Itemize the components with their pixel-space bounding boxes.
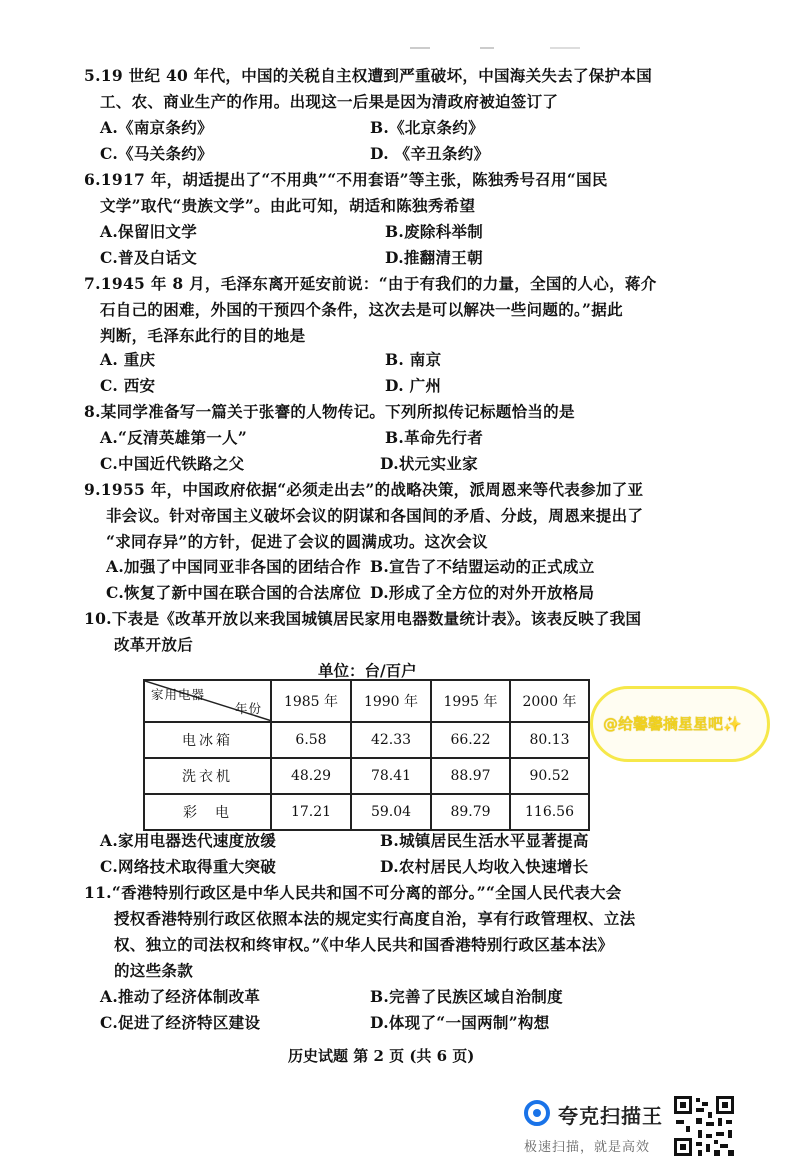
table-header-row <box>144 680 589 722</box>
q7-option-b: B. 南京 <box>385 350 442 369</box>
q10-option-b: B.城镇居民生活水平显著提高 <box>380 831 589 850</box>
qr-code-icon <box>672 1094 736 1158</box>
q8-option-c: C.中国近代铁路之父 <box>100 454 245 473</box>
q7-option-d: D. 广州 <box>385 376 442 395</box>
q11-option-b: B.完善了民族区域自治制度 <box>370 987 563 1006</box>
q5-stem-line1: 5.19 世纪 40 年代，中国的关税自主权遭到严重破坏，中国海关失去了保护本国 <box>84 66 653 85</box>
q8-stem-line1: 8.某同学准备写一篇关于张謇的人物传记。下列所拟传记标题恰当的是 <box>84 402 575 421</box>
q10-option-c: C.网络技术取得重大突破 <box>100 857 277 876</box>
row-label: 彩 电 <box>144 794 271 830</box>
q8-option-b: B.革命先行者 <box>385 428 484 447</box>
q11-option-a: A.推动了经济体制改革 <box>100 987 261 1006</box>
q11-option-d: D.体现了“一国两制”构想 <box>370 1013 550 1032</box>
watermark-text: @给馨馨摘星星吧✨ <box>603 715 742 733</box>
q11-option-c: C.促进了经济特区建设 <box>100 1013 261 1032</box>
table-unit-label: 单位：台/百户 <box>318 661 417 680</box>
table-cell: 6.58 <box>271 722 351 758</box>
q10-option-a: A.家用电器迭代速度放缓 <box>100 831 277 850</box>
q6-stem-line2: 文学”取代“贵族文学”。由此可知，胡适和陈独秀希望 <box>100 196 476 215</box>
q9-option-b: B.宣告了不结盟运动的正式成立 <box>370 557 595 576</box>
q10-stem-line1: 10.下表是《改革开放以来我国城镇居民家用电器数量统计表》。该表反映了我国 <box>84 609 642 628</box>
q11-stem-line4: 的这些条款 <box>114 961 194 980</box>
year-header: 1990 年 <box>351 680 431 722</box>
q11-stem-line1: 11.“香港特别行政区是中华人民共和国不可分离的部分。”“全国人民代表大会 <box>84 883 622 902</box>
q8-option-a: A.“反清英雄第一人” <box>100 428 248 447</box>
table-cell: 17.21 <box>271 794 351 830</box>
q5-option-d: D. 《辛丑条约》 <box>370 144 490 163</box>
row-label: 电冰箱 <box>144 722 271 758</box>
q5-stem-line2: 工、农、商业生产的作用。出现这一后果是因为清政府被迫签订了 <box>100 92 559 111</box>
watermark-badge <box>590 686 770 762</box>
scanner-watermark <box>520 1094 790 1170</box>
q9-option-c: C.恢复了新中国在联合国的合法席位 <box>106 583 362 602</box>
q6-option-a: A.保留旧文学 <box>100 222 198 241</box>
table-cell: 78.41 <box>351 758 431 794</box>
table-cell: 116.56 <box>510 794 589 830</box>
q7-stem-line3: 判断，毛泽东此行的目的地是 <box>100 326 306 345</box>
year-header: 1995 年 <box>431 680 510 722</box>
q5-option-c: C.《马关条约》 <box>100 144 213 163</box>
q8-option-d: D.状元实业家 <box>380 454 478 473</box>
q7-stem-line1: 7.1945 年 8 月，毛泽东离开延安前说：“由于有我们的力量，全国的人心，蒋介 <box>84 274 657 293</box>
q6-option-c: C.普及白话文 <box>100 248 198 267</box>
table-cell: 66.22 <box>431 722 510 758</box>
scanner-brand: 夸克扫描王 <box>558 1104 663 1128</box>
quark-logo-icon <box>524 1100 550 1126</box>
q9-stem-line2: 非会议。针对帝国主义破坏会议的阴谋和各国间的矛盾、分歧，周恩来提出了 <box>106 506 644 525</box>
page-footer: 历史试题 第 2 页 (共 6 页) <box>288 1047 475 1065</box>
table-row <box>144 722 589 758</box>
scan-artifact <box>410 36 600 40</box>
q6-option-b: B.废除科举制 <box>385 222 484 241</box>
corner-label-appliance: 家用电器 <box>151 687 206 702</box>
table-cell: 48.29 <box>271 758 351 794</box>
table-cell: 90.52 <box>510 758 589 794</box>
q7-option-a: A. 重庆 <box>100 350 156 369</box>
q6-option-d: D.推翻清王朝 <box>385 248 483 267</box>
q11-stem-line2: 授权香港特别行政区依照本法的规定实行高度自治，享有行政管理权、立法 <box>114 909 636 928</box>
table-cell: 88.97 <box>431 758 510 794</box>
scanner-slogan: 极速扫描，就是高效 <box>524 1140 651 1155</box>
q10-stem-line2: 改革开放后 <box>114 635 194 654</box>
appliance-table <box>143 679 590 831</box>
table-cell: 42.33 <box>351 722 431 758</box>
table-row <box>144 758 589 794</box>
q5-option-a: A.《南京条约》 <box>100 118 213 137</box>
year-header: 2000 年 <box>510 680 589 722</box>
q9-option-d: D.形成了全方位的对外开放格局 <box>370 583 595 602</box>
q7-stem-line2: 石自己的困难，外国的干预四个条件，这次去是可以解决一些问题的。”据此 <box>100 300 623 319</box>
q6-stem-line1: 6.1917 年，胡适提出了“不用典”“不用套语”等主张，陈独秀号召用“国民 <box>84 170 608 189</box>
q11-stem-line3: 权、独立的司法权和终审权。”《中华人民共和国香港特别行政区基本法》 <box>114 935 614 954</box>
table-corner-cell <box>144 680 271 722</box>
corner-label-year: 年份 <box>234 701 262 716</box>
q9-stem-line1: 9.1955 年，中国政府依据“必须走出去”的战略决策，派周恩来等代表参加了亚 <box>84 480 644 499</box>
q9-option-a: A.加强了中国同亚非各国的团结合作 <box>106 557 362 576</box>
table-row <box>144 794 589 830</box>
row-label: 洗衣机 <box>144 758 271 794</box>
table-cell: 80.13 <box>510 722 589 758</box>
table-cell: 59.04 <box>351 794 431 830</box>
q10-option-d: D.农村居民人均收入快速增长 <box>380 857 589 876</box>
q5-option-b: B.《北京条约》 <box>370 118 484 137</box>
q7-option-c: C. 西安 <box>100 376 156 395</box>
q9-stem-line3: “求同存异”的方针，促进了会议的圆满成功。这次会议 <box>106 532 488 551</box>
table-cell: 89.79 <box>431 794 510 830</box>
year-header: 1985 年 <box>271 680 351 722</box>
